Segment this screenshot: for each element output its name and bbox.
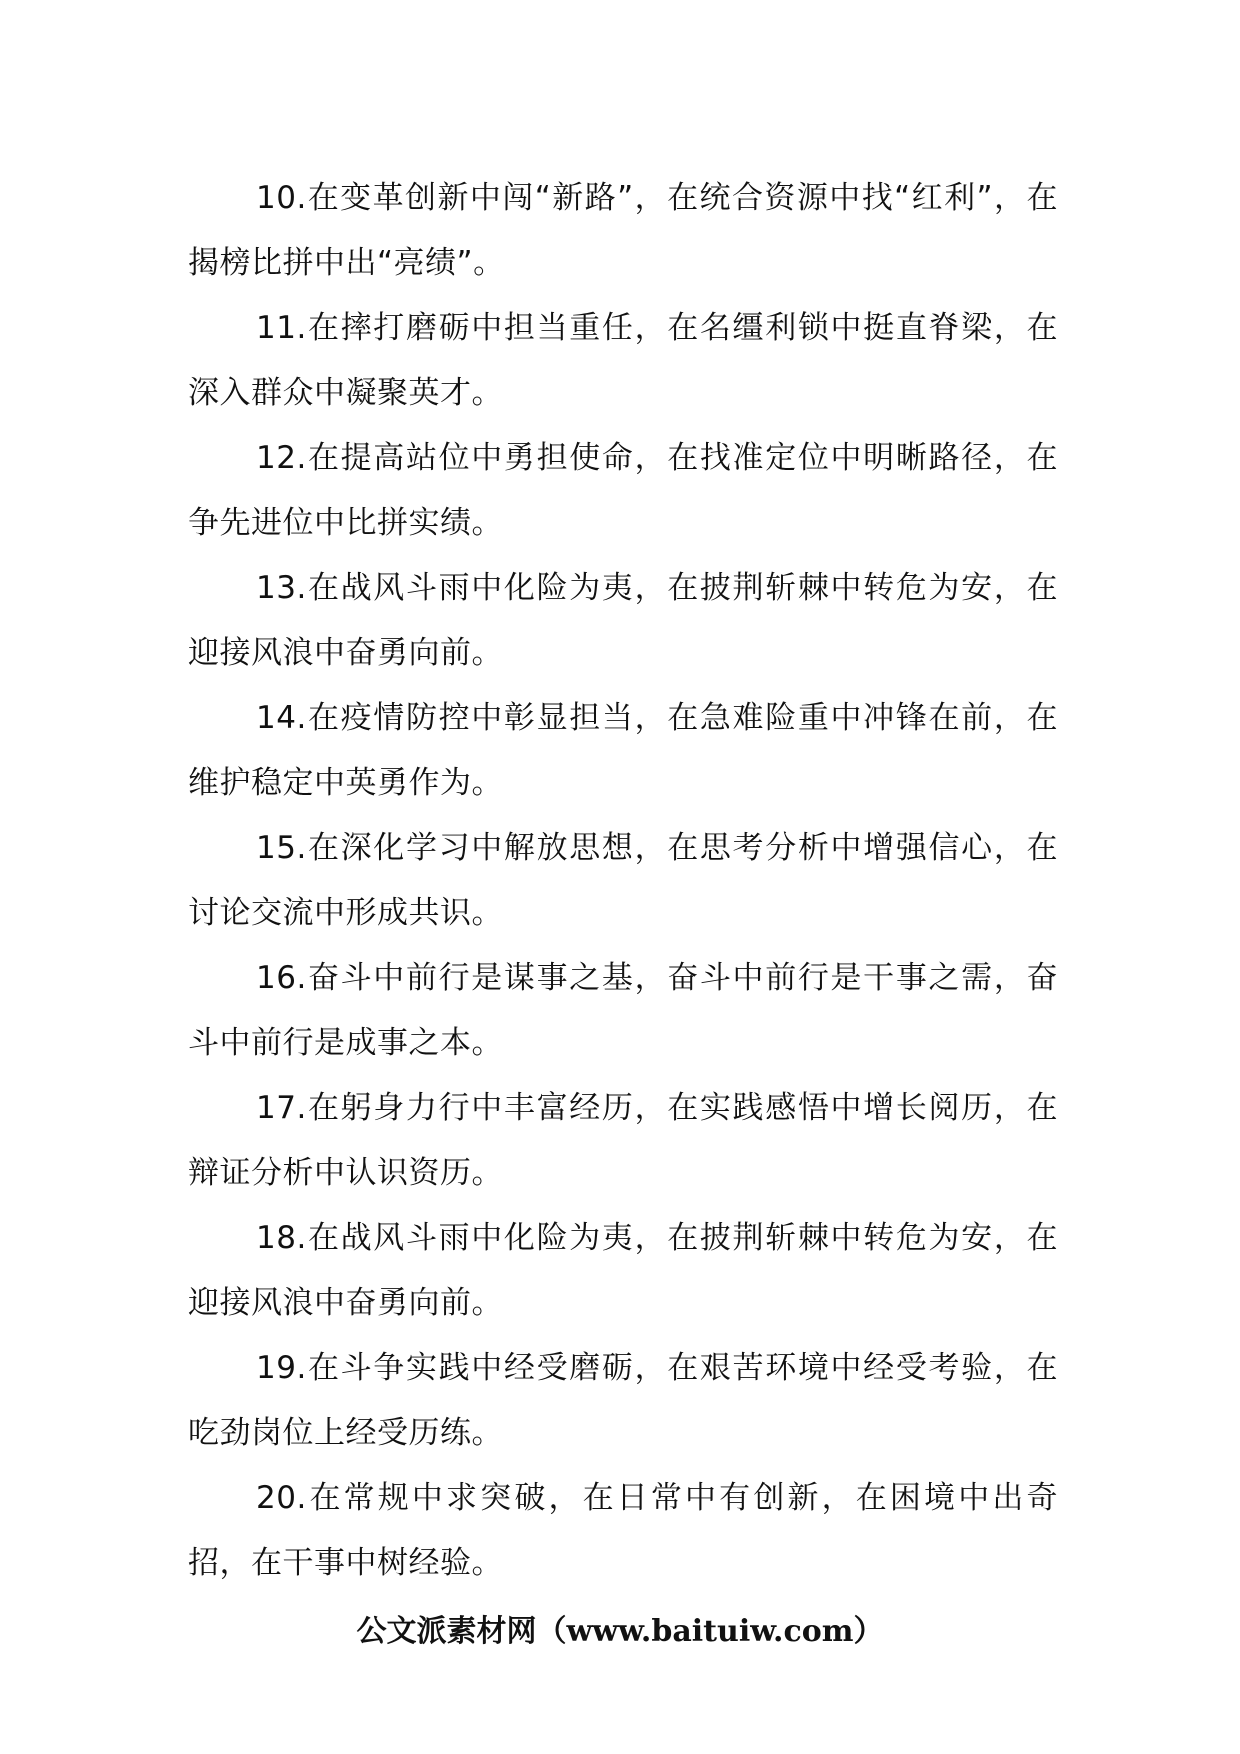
document-body (188, 166, 1058, 1596)
paragraph-10: 10.在变革创新中闯“新路”，在统合资源中找“红利”，在揭榜比拼中出“亮绩”。 (188, 180, 1058, 281)
paragraph-19: 19.在斗争实践中经受磨砺，在艰苦环境中经受考验，在吃劲岗位上经受历练。 (188, 1350, 1058, 1451)
paragraph-15: 15.在深化学习中解放思想，在思考分析中增强信心，在讨论交流中形成共识。 (188, 830, 1058, 931)
paragraph-11: 11.在摔打磨砺中担当重任，在名缰利锁中挺直脊梁，在深入群众中凝聚英才。 (188, 310, 1058, 411)
paragraph-18: 18.在战风斗雨中化险为夷，在披荆斩棘中转危为安，在迎接风浪中奋勇向前。 (188, 1220, 1058, 1321)
paragraph-16: 16.奋斗中前行是谋事之基，奋斗中前行是干事之需，奋斗中前行是成事之本。 (188, 960, 1058, 1061)
paragraph-14: 14.在疫情防控中彰显担当，在急难险重中冲锋在前，在维护稳定中英勇作为。 (188, 700, 1058, 801)
paragraph-12: 12.在提高站位中勇担使命，在找准定位中明晰路径，在争先进位中比拼实绩。 (188, 440, 1058, 541)
paragraph-17: 17.在躬身力行中丰富经历，在实践感悟中增长阅历，在辩证分析中认识资历。 (188, 1090, 1058, 1191)
paragraph-13: 13.在战风斗雨中化险为夷，在披荆斩棘中转危为安，在迎接风浪中奋勇向前。 (188, 570, 1058, 671)
footer-source-text: 公文派素材网（www.baituiw.com） (356, 1614, 884, 1649)
paragraph-20: 20.在常规中求突破，在日常中有创新，在困境中出奇招，在干事中树经验。 (188, 1480, 1058, 1581)
